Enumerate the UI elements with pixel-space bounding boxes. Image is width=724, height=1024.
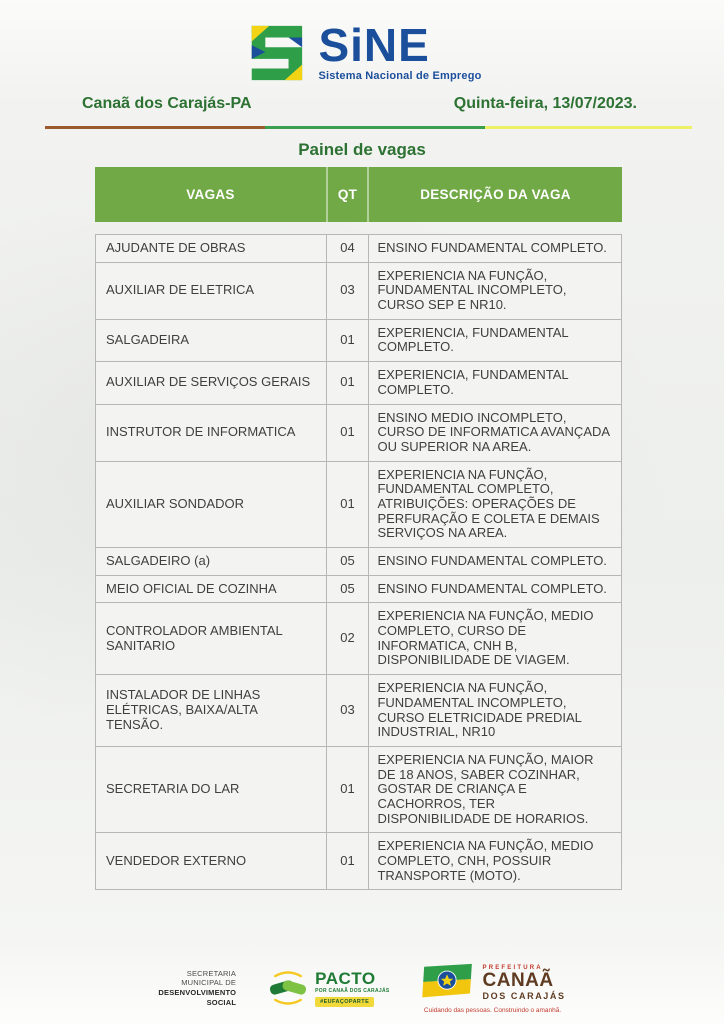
column-header-qt: QT bbox=[326, 167, 369, 222]
vaga-cell: AJUDANTE DE OBRAS bbox=[96, 235, 327, 263]
table-row bbox=[96, 833, 622, 890]
vacancies-table bbox=[95, 167, 622, 890]
pacto-logo bbox=[266, 969, 389, 1007]
vaga-cell: AUXILIAR SONDADOR bbox=[96, 461, 327, 547]
vaga-cell: AUXILIAR DE ELETRICA bbox=[96, 262, 327, 319]
vaga-cell: INSTRUTOR DE INFORMATICA bbox=[96, 404, 327, 461]
tricolor-divider bbox=[45, 126, 692, 129]
location-date-row bbox=[0, 95, 724, 113]
qt-cell: 03 bbox=[326, 675, 369, 747]
table-row bbox=[96, 548, 622, 576]
date-label: Quinta-feira, 13/07/2023. bbox=[453, 95, 637, 112]
prefeitura-name2: DOS CARAJÁS bbox=[482, 991, 566, 1001]
footer bbox=[0, 962, 724, 1014]
table-body bbox=[95, 234, 622, 890]
secretaria-block bbox=[158, 969, 236, 1008]
table-row bbox=[96, 461, 622, 547]
qt-cell: 02 bbox=[326, 603, 369, 675]
secretaria-line: MUNICIPAL DE bbox=[181, 978, 237, 988]
vaga-cell: SECRETARIA DO LAR bbox=[96, 746, 327, 832]
pacto-wordmark: PACTO bbox=[315, 968, 376, 988]
vaga-cell: VENDEDOR EXTERNO bbox=[96, 833, 327, 890]
qt-cell: 01 bbox=[326, 833, 369, 890]
secretaria-line: SOCIAL bbox=[206, 997, 237, 1007]
desc-cell: EXPERIENCIA NA FUNÇÃO, MEDIO COMPLETO, CURSO DE INFORMATICA, CNH B, DISPONIBILIDADE DE VIAGEM. bbox=[369, 603, 622, 675]
vaga-cell: SALGADEIRO (a) bbox=[96, 548, 327, 576]
qt-cell: 03 bbox=[326, 262, 369, 319]
vaga-cell: SALGADEIRA bbox=[96, 319, 327, 361]
table-row bbox=[96, 235, 622, 263]
desc-cell: ENSINO MEDIO INCOMPLETO, CURSO DE INFORMATICA AVANÇADA OU SUPERIOR NA AREA. bbox=[369, 404, 622, 461]
table-row bbox=[96, 404, 622, 461]
desc-cell: ENSINO FUNDAMENTAL COMPLETO. bbox=[369, 575, 622, 603]
secretaria-line: SECRETARIA bbox=[186, 968, 237, 978]
desc-cell: EXPERIENCIA NA FUNÇÃO, FUNDAMENTAL INCOMPLETO, CURSO ELETRICIDADE PREDIAL INDUSTRIAL, NR10 bbox=[369, 675, 622, 747]
divider-yellow-segment bbox=[485, 126, 692, 129]
qt-cell: 01 bbox=[326, 319, 369, 361]
sine-subtitle: Sistema Nacional de Emprego bbox=[318, 70, 482, 82]
page-title: Painel de vagas bbox=[298, 140, 426, 159]
secretaria-line: DESENVOLVIMENTO bbox=[158, 988, 237, 997]
table-row bbox=[96, 675, 622, 747]
desc-cell: ENSINO FUNDAMENTAL COMPLETO. bbox=[369, 548, 622, 576]
desc-cell: EXPERIENCIA NA FUNÇÃO, FUNDAMENTAL INCOMPLETO, CURSO SEP E NR10. bbox=[369, 262, 622, 319]
desc-cell: EXPERIENCIA NA FUNÇÃO, FUNDAMENTAL COMPLETO, ATRIBUIÇÕES: OPERAÇÕES DE PERFURAÇÃO E COLETA E DEMAIS SERVIÇOS NA AREA. bbox=[369, 461, 622, 547]
qt-cell: 04 bbox=[326, 235, 369, 263]
table-row bbox=[96, 362, 622, 404]
table-row bbox=[96, 262, 622, 319]
pacto-subtitle: POR CANAÃ DOS CARAJÁS bbox=[315, 987, 390, 994]
prefeitura-label: PREFEITURA bbox=[482, 965, 543, 971]
table-header-row bbox=[95, 167, 622, 222]
vaga-cell: MEIO OFICIAL DE COZINHA bbox=[96, 575, 327, 603]
divider-green-segment bbox=[265, 126, 485, 129]
sine-ribbon-icon bbox=[242, 22, 308, 84]
prefeitura-tagline: Cuidando das pessoas. Construindo o amanhã. bbox=[423, 1007, 562, 1014]
desc-cell: EXPERIENCIA, FUNDAMENTAL COMPLETO. bbox=[369, 319, 622, 361]
table-row bbox=[96, 603, 622, 675]
sine-wordmark: SiNE bbox=[318, 19, 430, 71]
qt-cell: 01 bbox=[326, 746, 369, 832]
handshake-icon bbox=[266, 969, 310, 1007]
city-label: Canaã dos Carajás-PA bbox=[82, 95, 252, 112]
desc-cell: EXPERIENCIA NA FUNÇÃO, MEDIO COMPLETO, CNH, POSSUIR TRANSPORTE (MOTO). bbox=[369, 833, 622, 890]
qt-cell: 01 bbox=[326, 404, 369, 461]
pacto-badge: #EUFAÇOPARTE bbox=[315, 997, 374, 1007]
table-row bbox=[96, 575, 622, 603]
sine-logo bbox=[0, 19, 724, 84]
table-row bbox=[96, 319, 622, 361]
qt-cell: 01 bbox=[326, 362, 369, 404]
qt-cell: 01 bbox=[326, 461, 369, 547]
vaga-cell: AUXILIAR DE SERVIÇOS GERAIS bbox=[96, 362, 327, 404]
divider-brown-segment bbox=[45, 126, 265, 129]
desc-cell: EXPERIENCIA NA FUNÇÃO, MAIOR DE 18 ANOS, SABER COZINHAR, GOSTAR DE CRIANÇA E CACHORROS, TER DISPONIBILIDADE DE HORARIOS. bbox=[369, 746, 622, 832]
column-header-vagas: VAGAS bbox=[186, 187, 235, 202]
desc-cell: ENSINO FUNDAMENTAL COMPLETO. bbox=[369, 235, 622, 263]
prefeitura-logo bbox=[420, 962, 566, 1014]
canaa-flag-icon bbox=[420, 962, 476, 1004]
vaga-cell: CONTROLADOR AMBIENTAL SANITARIO bbox=[96, 603, 327, 675]
prefeitura-name: CANAÃ bbox=[482, 970, 554, 991]
table-row bbox=[96, 746, 622, 832]
desc-cell: EXPERIENCIA, FUNDAMENTAL COMPLETO. bbox=[369, 362, 622, 404]
qt-cell: 05 bbox=[326, 548, 369, 576]
vaga-cell: INSTALADOR DE LINHAS ELÉTRICAS, BAIXA/ALTA TENSÃO. bbox=[96, 675, 327, 747]
qt-cell: 05 bbox=[326, 575, 369, 603]
column-header-descricao: DESCRIÇÃO DA VAGA bbox=[420, 187, 571, 202]
